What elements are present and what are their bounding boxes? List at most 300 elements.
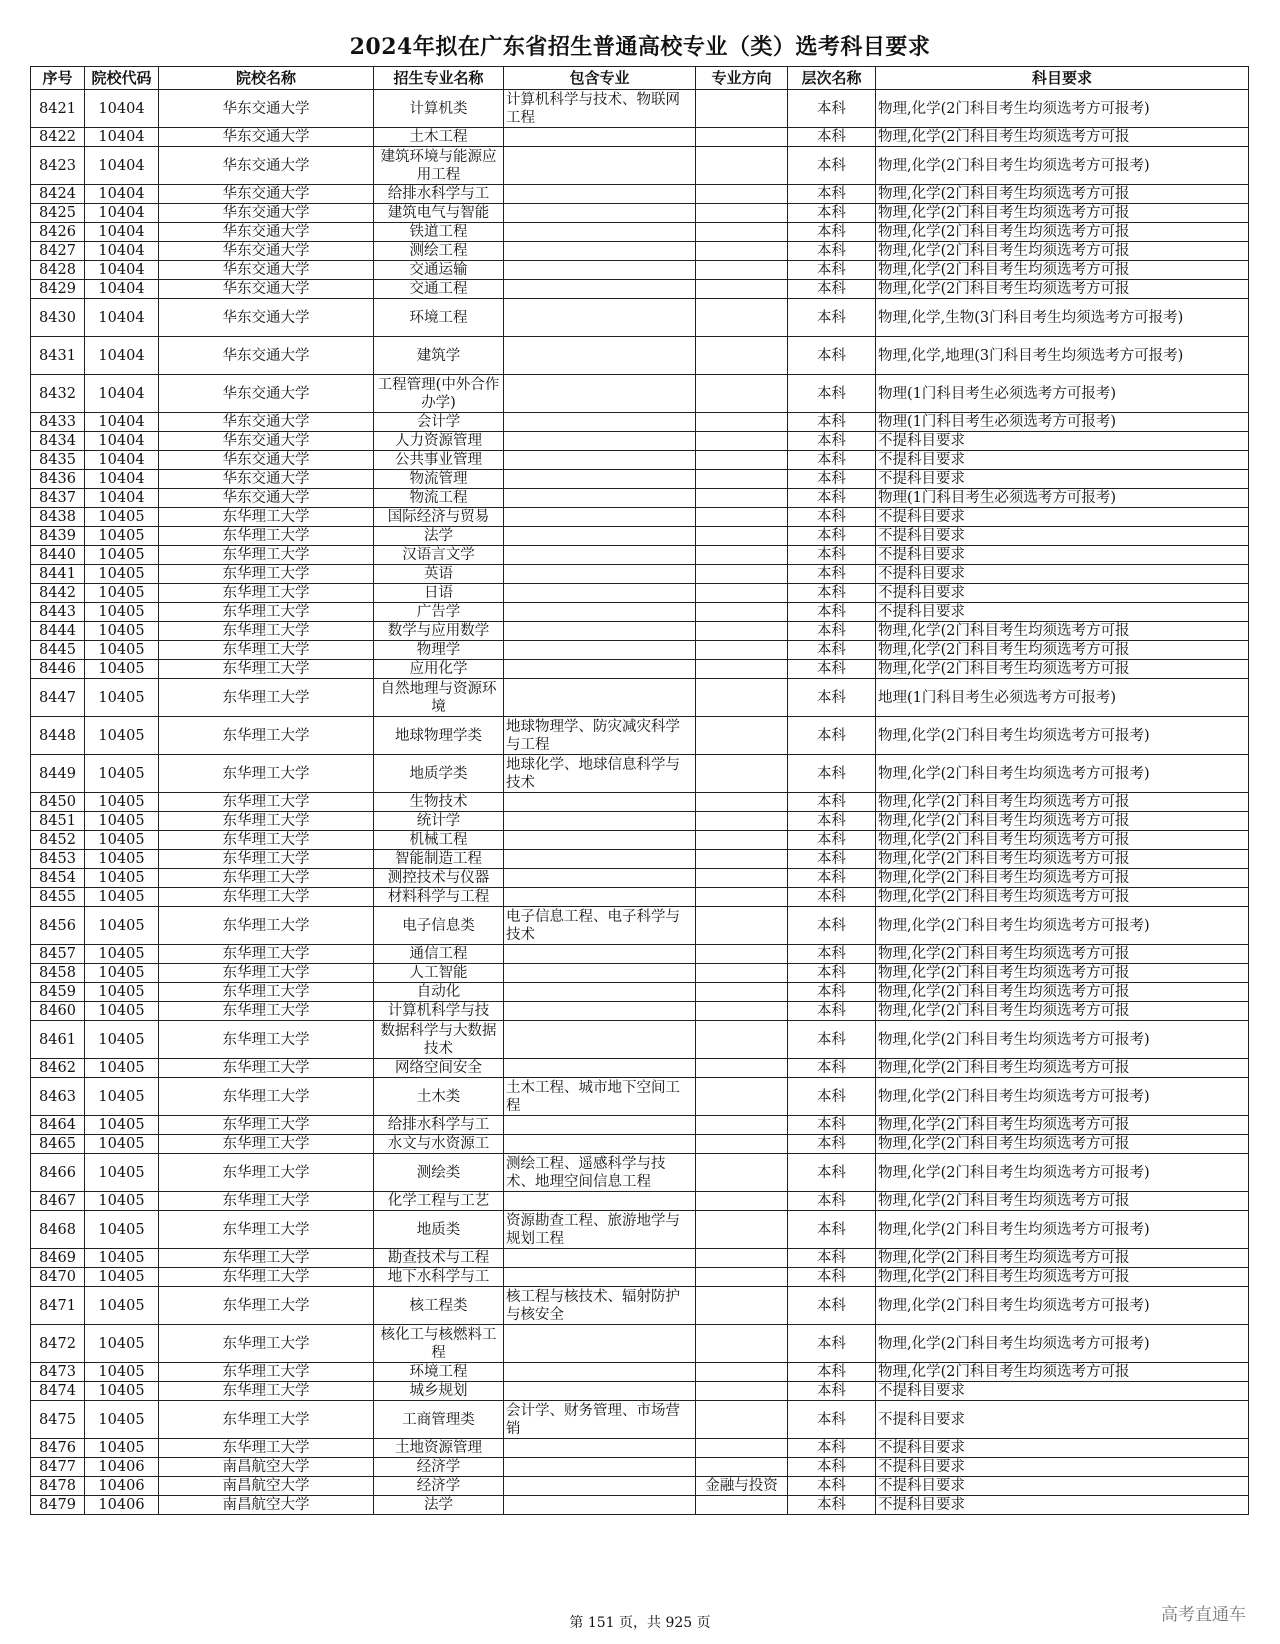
- level-cell: 本科: [788, 603, 876, 622]
- subject-requirement-cell: 物理,化学(2门科目考生均须选考方可报: [876, 869, 1249, 888]
- direction-cell: [696, 869, 788, 888]
- table-row: [31, 1154, 1249, 1192]
- included-majors-cell: [504, 869, 696, 888]
- school-name-cell: 东华理工大学: [159, 717, 374, 755]
- school-code-cell: 10405: [85, 1192, 159, 1211]
- school-name-cell: 华东交通大学: [159, 337, 374, 375]
- serial-cell: 8451: [31, 812, 85, 831]
- subject-requirement-cell: 不提科目要求: [876, 565, 1249, 584]
- included-majors-cell: [504, 983, 696, 1002]
- table-row: [31, 603, 1249, 622]
- direction-cell: [696, 584, 788, 603]
- column-header: 科目要求: [876, 67, 1249, 90]
- subject-requirement-cell: 物理,化学(2门科目考生均须选考方可报: [876, 660, 1249, 679]
- school-code-cell: 10405: [85, 1325, 159, 1363]
- included-majors-cell: [504, 147, 696, 185]
- school-code-cell: 10404: [85, 337, 159, 375]
- serial-cell: 8475: [31, 1401, 85, 1439]
- level-cell: 本科: [788, 128, 876, 147]
- table-row: [31, 964, 1249, 983]
- direction-cell: [696, 508, 788, 527]
- serial-cell: 8458: [31, 964, 85, 983]
- serial-cell: 8476: [31, 1439, 85, 1458]
- level-cell: 本科: [788, 1249, 876, 1268]
- direction-cell: [696, 660, 788, 679]
- direction-cell: [696, 1382, 788, 1401]
- school-name-cell: 东华理工大学: [159, 888, 374, 907]
- major-cell: 自然地理与资源环境: [374, 679, 504, 717]
- subject-requirement-cell: 物理,化学(2门科目考生均须选考方可报考): [876, 1021, 1249, 1059]
- major-cell: 核工程类: [374, 1287, 504, 1325]
- serial-cell: 8442: [31, 584, 85, 603]
- serial-cell: 8474: [31, 1382, 85, 1401]
- school-name-cell: 东华理工大学: [159, 1078, 374, 1116]
- included-majors-cell: [504, 1249, 696, 1268]
- subject-requirement-cell: 不提科目要求: [876, 470, 1249, 489]
- school-code-cell: 10404: [85, 451, 159, 470]
- direction-cell: [696, 641, 788, 660]
- level-cell: 本科: [788, 717, 876, 755]
- school-name-cell: 东华理工大学: [159, 679, 374, 717]
- school-code-cell: 10405: [85, 660, 159, 679]
- serial-cell: 8433: [31, 413, 85, 432]
- serial-cell: 8422: [31, 128, 85, 147]
- table-row: [31, 204, 1249, 223]
- table-row: [31, 755, 1249, 793]
- subject-requirement-cell: 不提科目要求: [876, 1496, 1249, 1515]
- major-cell: 物理学: [374, 641, 504, 660]
- table-row: [31, 1382, 1249, 1401]
- level-cell: 本科: [788, 204, 876, 223]
- major-cell: 勘查技术与工程: [374, 1249, 504, 1268]
- included-majors-cell: [504, 1135, 696, 1154]
- serial-cell: 8434: [31, 432, 85, 451]
- subject-requirement-cell: 物理,化学(2门科目考生均须选考方可报: [876, 945, 1249, 964]
- subject-requirement-cell: 物理,化学(2门科目考生均须选考方可报考): [876, 1325, 1249, 1363]
- direction-cell: [696, 489, 788, 508]
- included-majors-cell: [504, 1363, 696, 1382]
- school-code-cell: 10405: [85, 983, 159, 1002]
- subject-requirement-cell: 物理,化学(2门科目考生均须选考方可报考): [876, 907, 1249, 945]
- school-name-cell: 东华理工大学: [159, 1116, 374, 1135]
- school-code-cell: 10405: [85, 793, 159, 812]
- table-row: [31, 831, 1249, 850]
- direction-cell: [696, 1401, 788, 1439]
- table-row: [31, 1458, 1249, 1477]
- serial-cell: 8438: [31, 508, 85, 527]
- direction-cell: [696, 1135, 788, 1154]
- subject-requirement-cell: 物理,化学(2门科目考生均须选考方可报: [876, 242, 1249, 261]
- serial-cell: 8470: [31, 1268, 85, 1287]
- direction-cell: [696, 90, 788, 128]
- direction-cell: [696, 1458, 788, 1477]
- school-code-cell: 10404: [85, 470, 159, 489]
- school-code-cell: 10405: [85, 1249, 159, 1268]
- major-cell: 计算机科学与技: [374, 1002, 504, 1021]
- subject-requirement-cell: 物理,化学(2门科目考生均须选考方可报: [876, 888, 1249, 907]
- level-cell: 本科: [788, 451, 876, 470]
- serial-cell: 8457: [31, 945, 85, 964]
- subject-requirement-cell: 物理,化学(2门科目考生均须选考方可报: [876, 1135, 1249, 1154]
- major-cell: 交通运输: [374, 261, 504, 280]
- school-name-cell: 华东交通大学: [159, 470, 374, 489]
- serial-cell: 8429: [31, 280, 85, 299]
- included-majors-cell: [504, 603, 696, 622]
- subject-requirement-cell: 物理,化学(2门科目考生均须选考方可报考): [876, 1078, 1249, 1116]
- serial-cell: 8478: [31, 1477, 85, 1496]
- table-row: [31, 299, 1249, 337]
- table-row: [31, 1496, 1249, 1515]
- table-row: [31, 147, 1249, 185]
- table-row: [31, 1021, 1249, 1059]
- table-row: [31, 375, 1249, 413]
- serial-cell: 8440: [31, 546, 85, 565]
- included-majors-cell: [504, 793, 696, 812]
- serial-cell: 8437: [31, 489, 85, 508]
- column-header: 层次名称: [788, 67, 876, 90]
- school-code-cell: 10404: [85, 90, 159, 128]
- included-majors-cell: [504, 470, 696, 489]
- table-row: [31, 508, 1249, 527]
- major-cell: 建筑电气与智能: [374, 204, 504, 223]
- school-name-cell: 东华理工大学: [159, 1135, 374, 1154]
- serial-cell: 8472: [31, 1325, 85, 1363]
- included-majors-cell: [504, 280, 696, 299]
- direction-cell: [696, 337, 788, 375]
- school-name-cell: 华东交通大学: [159, 489, 374, 508]
- level-cell: 本科: [788, 261, 876, 280]
- table-row: [31, 793, 1249, 812]
- level-cell: 本科: [788, 831, 876, 850]
- school-name-cell: 华东交通大学: [159, 432, 374, 451]
- subject-requirement-cell: 物理,化学(2门科目考生均须选考方可报: [876, 1002, 1249, 1021]
- direction-cell: [696, 432, 788, 451]
- school-code-cell: 10405: [85, 869, 159, 888]
- serial-cell: 8459: [31, 983, 85, 1002]
- school-name-cell: 东华理工大学: [159, 1192, 374, 1211]
- school-code-cell: 10405: [85, 1439, 159, 1458]
- serial-cell: 8456: [31, 907, 85, 945]
- school-code-cell: 10405: [85, 641, 159, 660]
- table-row: [31, 242, 1249, 261]
- major-cell: 人力资源管理: [374, 432, 504, 451]
- serial-cell: 8465: [31, 1135, 85, 1154]
- column-header: 包含专业: [504, 67, 696, 90]
- school-code-cell: 10405: [85, 755, 159, 793]
- major-cell: 公共事业管理: [374, 451, 504, 470]
- school-code-cell: 10405: [85, 508, 159, 527]
- major-cell: 广告学: [374, 603, 504, 622]
- included-majors-cell: [504, 432, 696, 451]
- school-name-cell: 东华理工大学: [159, 1287, 374, 1325]
- major-cell: 机械工程: [374, 831, 504, 850]
- direction-cell: [696, 299, 788, 337]
- table-row: [31, 850, 1249, 869]
- table-row: [31, 1401, 1249, 1439]
- table-row: [31, 280, 1249, 299]
- school-code-cell: 10404: [85, 489, 159, 508]
- serial-cell: 8468: [31, 1211, 85, 1249]
- direction-cell: [696, 1249, 788, 1268]
- direction-cell: [696, 1439, 788, 1458]
- major-cell: 水文与水资源工: [374, 1135, 504, 1154]
- subject-requirement-cell: 不提科目要求: [876, 1439, 1249, 1458]
- subject-requirement-cell: 不提科目要求: [876, 1401, 1249, 1439]
- included-majors-cell: 地球物理学、防灾减灾科学与工程: [504, 717, 696, 755]
- direction-cell: [696, 850, 788, 869]
- level-cell: 本科: [788, 679, 876, 717]
- column-header: 院校代码: [85, 67, 159, 90]
- level-cell: 本科: [788, 584, 876, 603]
- major-cell: 自动化: [374, 983, 504, 1002]
- school-name-cell: 东华理工大学: [159, 546, 374, 565]
- school-code-cell: 10404: [85, 223, 159, 242]
- included-majors-cell: [504, 622, 696, 641]
- subject-requirement-cell: 不提科目要求: [876, 1382, 1249, 1401]
- major-cell: 测绘类: [374, 1154, 504, 1192]
- school-code-cell: 10404: [85, 261, 159, 280]
- level-cell: 本科: [788, 1325, 876, 1363]
- major-cell: 给排水科学与工: [374, 1116, 504, 1135]
- table-row: [31, 1192, 1249, 1211]
- subject-requirement-cell: 不提科目要求: [876, 527, 1249, 546]
- level-cell: 本科: [788, 1002, 876, 1021]
- school-code-cell: 10405: [85, 1382, 159, 1401]
- direction-cell: [696, 1078, 788, 1116]
- school-name-cell: 华东交通大学: [159, 90, 374, 128]
- serial-cell: 8435: [31, 451, 85, 470]
- level-cell: 本科: [788, 1268, 876, 1287]
- school-name-cell: 东华理工大学: [159, 1325, 374, 1363]
- direction-cell: [696, 546, 788, 565]
- serial-cell: 8479: [31, 1496, 85, 1515]
- level-cell: 本科: [788, 280, 876, 299]
- school-code-cell: 10405: [85, 565, 159, 584]
- included-majors-cell: [504, 888, 696, 907]
- included-majors-cell: 计算机科学与技术、物联网工程: [504, 90, 696, 128]
- school-code-cell: 10405: [85, 717, 159, 755]
- school-code-cell: 10405: [85, 584, 159, 603]
- major-cell: 工程管理(中外合作办学): [374, 375, 504, 413]
- school-name-cell: 华东交通大学: [159, 147, 374, 185]
- included-majors-cell: 地球化学、地球信息科学与技术: [504, 755, 696, 793]
- subject-requirement-cell: 物理,化学(2门科目考生均须选考方可报: [876, 793, 1249, 812]
- serial-cell: 8447: [31, 679, 85, 717]
- subject-requirement-cell: 地理(1门科目考生必须选考方可报考): [876, 679, 1249, 717]
- level-cell: 本科: [788, 660, 876, 679]
- subject-requirement-cell: 物理,化学(2门科目考生均须选考方可报: [876, 831, 1249, 850]
- major-cell: 地质类: [374, 1211, 504, 1249]
- page-title: 2024年拟在广东省招生普通高校专业（类）选考科目要求: [349, 34, 931, 60]
- school-name-cell: 东华理工大学: [159, 527, 374, 546]
- major-cell: 地质学类: [374, 755, 504, 793]
- serial-cell: 8425: [31, 204, 85, 223]
- serial-cell: 8441: [31, 565, 85, 584]
- subject-requirement-cell: 物理,化学,地理(3门科目考生均须选考方可报考): [876, 337, 1249, 375]
- school-code-cell: 10405: [85, 603, 159, 622]
- level-cell: 本科: [788, 888, 876, 907]
- school-name-cell: 东华理工大学: [159, 622, 374, 641]
- table-row: [31, 1116, 1249, 1135]
- serial-cell: 8463: [31, 1078, 85, 1116]
- major-cell: 土木工程: [374, 128, 504, 147]
- level-cell: 本科: [788, 1059, 876, 1078]
- column-header: 专业方向: [696, 67, 788, 90]
- direction-cell: [696, 280, 788, 299]
- school-name-cell: 东华理工大学: [159, 1249, 374, 1268]
- school-code-cell: 10405: [85, 907, 159, 945]
- major-cell: 日语: [374, 584, 504, 603]
- major-cell: 测绘工程: [374, 242, 504, 261]
- table-row: [31, 432, 1249, 451]
- school-code-cell: 10404: [85, 185, 159, 204]
- direction-cell: [696, 622, 788, 641]
- table-row: [31, 1059, 1249, 1078]
- school-code-cell: 10405: [85, 888, 159, 907]
- school-name-cell: 华东交通大学: [159, 375, 374, 413]
- table-row: [31, 1325, 1249, 1363]
- major-cell: 英语: [374, 565, 504, 584]
- direction-cell: [696, 793, 788, 812]
- school-code-cell: 10405: [85, 1154, 159, 1192]
- level-cell: 本科: [788, 1477, 876, 1496]
- serial-cell: 8423: [31, 147, 85, 185]
- direction-cell: [696, 147, 788, 185]
- direction-cell: [696, 1325, 788, 1363]
- school-code-cell: 10405: [85, 1021, 159, 1059]
- serial-cell: 8467: [31, 1192, 85, 1211]
- direction-cell: [696, 1002, 788, 1021]
- subject-requirement-cell: 物理,化学(2门科目考生均须选考方可报考): [876, 1154, 1249, 1192]
- direction-cell: [696, 242, 788, 261]
- column-header: 院校名称: [159, 67, 374, 90]
- level-cell: 本科: [788, 223, 876, 242]
- included-majors-cell: [504, 1268, 696, 1287]
- subject-requirement-cell: 物理,化学(2门科目考生均须选考方可报: [876, 1116, 1249, 1135]
- direction-cell: [696, 983, 788, 1002]
- school-name-cell: 东华理工大学: [159, 641, 374, 660]
- level-cell: 本科: [788, 413, 876, 432]
- included-majors-cell: [504, 964, 696, 983]
- subject-requirement-cell: 物理(1门科目考生必须选考方可报考): [876, 375, 1249, 413]
- direction-cell: [696, 185, 788, 204]
- level-cell: 本科: [788, 812, 876, 831]
- subject-requirement-cell: 不提科目要求: [876, 603, 1249, 622]
- serial-cell: 8428: [31, 261, 85, 280]
- included-majors-cell: [504, 1116, 696, 1135]
- serial-cell: 8448: [31, 717, 85, 755]
- school-name-cell: 东华理工大学: [159, 1021, 374, 1059]
- major-cell: 数学与应用数学: [374, 622, 504, 641]
- subject-requirement-cell: 物理,化学(2门科目考生均须选考方可报: [876, 1059, 1249, 1078]
- major-cell: 环境工程: [374, 1363, 504, 1382]
- serial-cell: 8430: [31, 299, 85, 337]
- table-row: [31, 888, 1249, 907]
- school-name-cell: 东华理工大学: [159, 755, 374, 793]
- included-majors-cell: [504, 413, 696, 432]
- table-row: [31, 1249, 1249, 1268]
- serial-cell: 8462: [31, 1059, 85, 1078]
- school-code-cell: 10405: [85, 1211, 159, 1249]
- level-cell: 本科: [788, 375, 876, 413]
- included-majors-cell: [504, 1002, 696, 1021]
- school-name-cell: 东华理工大学: [159, 869, 374, 888]
- serial-cell: 8450: [31, 793, 85, 812]
- school-code-cell: 10406: [85, 1496, 159, 1515]
- subject-requirement-cell: 物理,化学(2门科目考生均须选考方可报考): [876, 147, 1249, 185]
- major-cell: 交通工程: [374, 280, 504, 299]
- table-row: [31, 128, 1249, 147]
- subject-requirement-cell: 不提科目要求: [876, 432, 1249, 451]
- table-row: [31, 1078, 1249, 1116]
- school-code-cell: 10404: [85, 128, 159, 147]
- serial-cell: 8445: [31, 641, 85, 660]
- school-code-cell: 10404: [85, 432, 159, 451]
- header-row: [31, 67, 1249, 90]
- school-name-cell: 东华理工大学: [159, 660, 374, 679]
- included-majors-cell: [504, 375, 696, 413]
- school-code-cell: 10404: [85, 204, 159, 223]
- watermark: 高考直通车: [1161, 1605, 1246, 1625]
- included-majors-cell: [504, 546, 696, 565]
- school-name-cell: 东华理工大学: [159, 850, 374, 869]
- included-majors-cell: [504, 451, 696, 470]
- subject-requirement-cell: 物理,化学(2门科目考生均须选考方可报考): [876, 717, 1249, 755]
- level-cell: 本科: [788, 147, 876, 185]
- table-row: [31, 1287, 1249, 1325]
- table-row: [31, 622, 1249, 641]
- subject-requirement-cell: 物理,化学(2门科目考生均须选考方可报: [876, 1268, 1249, 1287]
- direction-cell: [696, 375, 788, 413]
- included-majors-cell: [504, 660, 696, 679]
- included-majors-cell: 核工程与核技术、辐射防护与核安全: [504, 1287, 696, 1325]
- included-majors-cell: [504, 185, 696, 204]
- subject-requirement-cell: 物理,化学(2门科目考生均须选考方可报考): [876, 1211, 1249, 1249]
- level-cell: 本科: [788, 90, 876, 128]
- serial-cell: 8460: [31, 1002, 85, 1021]
- school-name-cell: 东华理工大学: [159, 1268, 374, 1287]
- included-majors-cell: [504, 223, 696, 242]
- subject-requirement-cell: 不提科目要求: [876, 1458, 1249, 1477]
- school-code-cell: 10405: [85, 1287, 159, 1325]
- included-majors-cell: [504, 641, 696, 660]
- school-code-cell: 10405: [85, 1363, 159, 1382]
- included-majors-cell: [504, 1382, 696, 1401]
- table-row: [31, 1363, 1249, 1382]
- major-cell: 应用化学: [374, 660, 504, 679]
- direction-cell: [696, 565, 788, 584]
- serial-cell: 8477: [31, 1458, 85, 1477]
- page-footer: 第 151 页，共 925 页: [569, 1615, 711, 1631]
- direction-cell: [696, 128, 788, 147]
- school-name-cell: 东华理工大学: [159, 603, 374, 622]
- subject-requirement-cell: 物理,化学(2门科目考生均须选考方可报: [876, 812, 1249, 831]
- included-majors-cell: [504, 337, 696, 375]
- level-cell: 本科: [788, 1078, 876, 1116]
- major-cell: 测控技术与仪器: [374, 869, 504, 888]
- level-cell: 本科: [788, 907, 876, 945]
- included-majors-cell: 测绘工程、遥感科学与技术、地理空间信息工程: [504, 1154, 696, 1192]
- level-cell: 本科: [788, 1154, 876, 1192]
- school-name-cell: 东华理工大学: [159, 1154, 374, 1192]
- direction-cell: [696, 1116, 788, 1135]
- subject-requirement-cell: 物理(1门科目考生必须选考方可报考): [876, 413, 1249, 432]
- table-row: [31, 641, 1249, 660]
- school-code-cell: 10404: [85, 299, 159, 337]
- subject-requirement-cell: 不提科目要求: [876, 451, 1249, 470]
- school-name-cell: 华东交通大学: [159, 128, 374, 147]
- school-name-cell: 东华理工大学: [159, 565, 374, 584]
